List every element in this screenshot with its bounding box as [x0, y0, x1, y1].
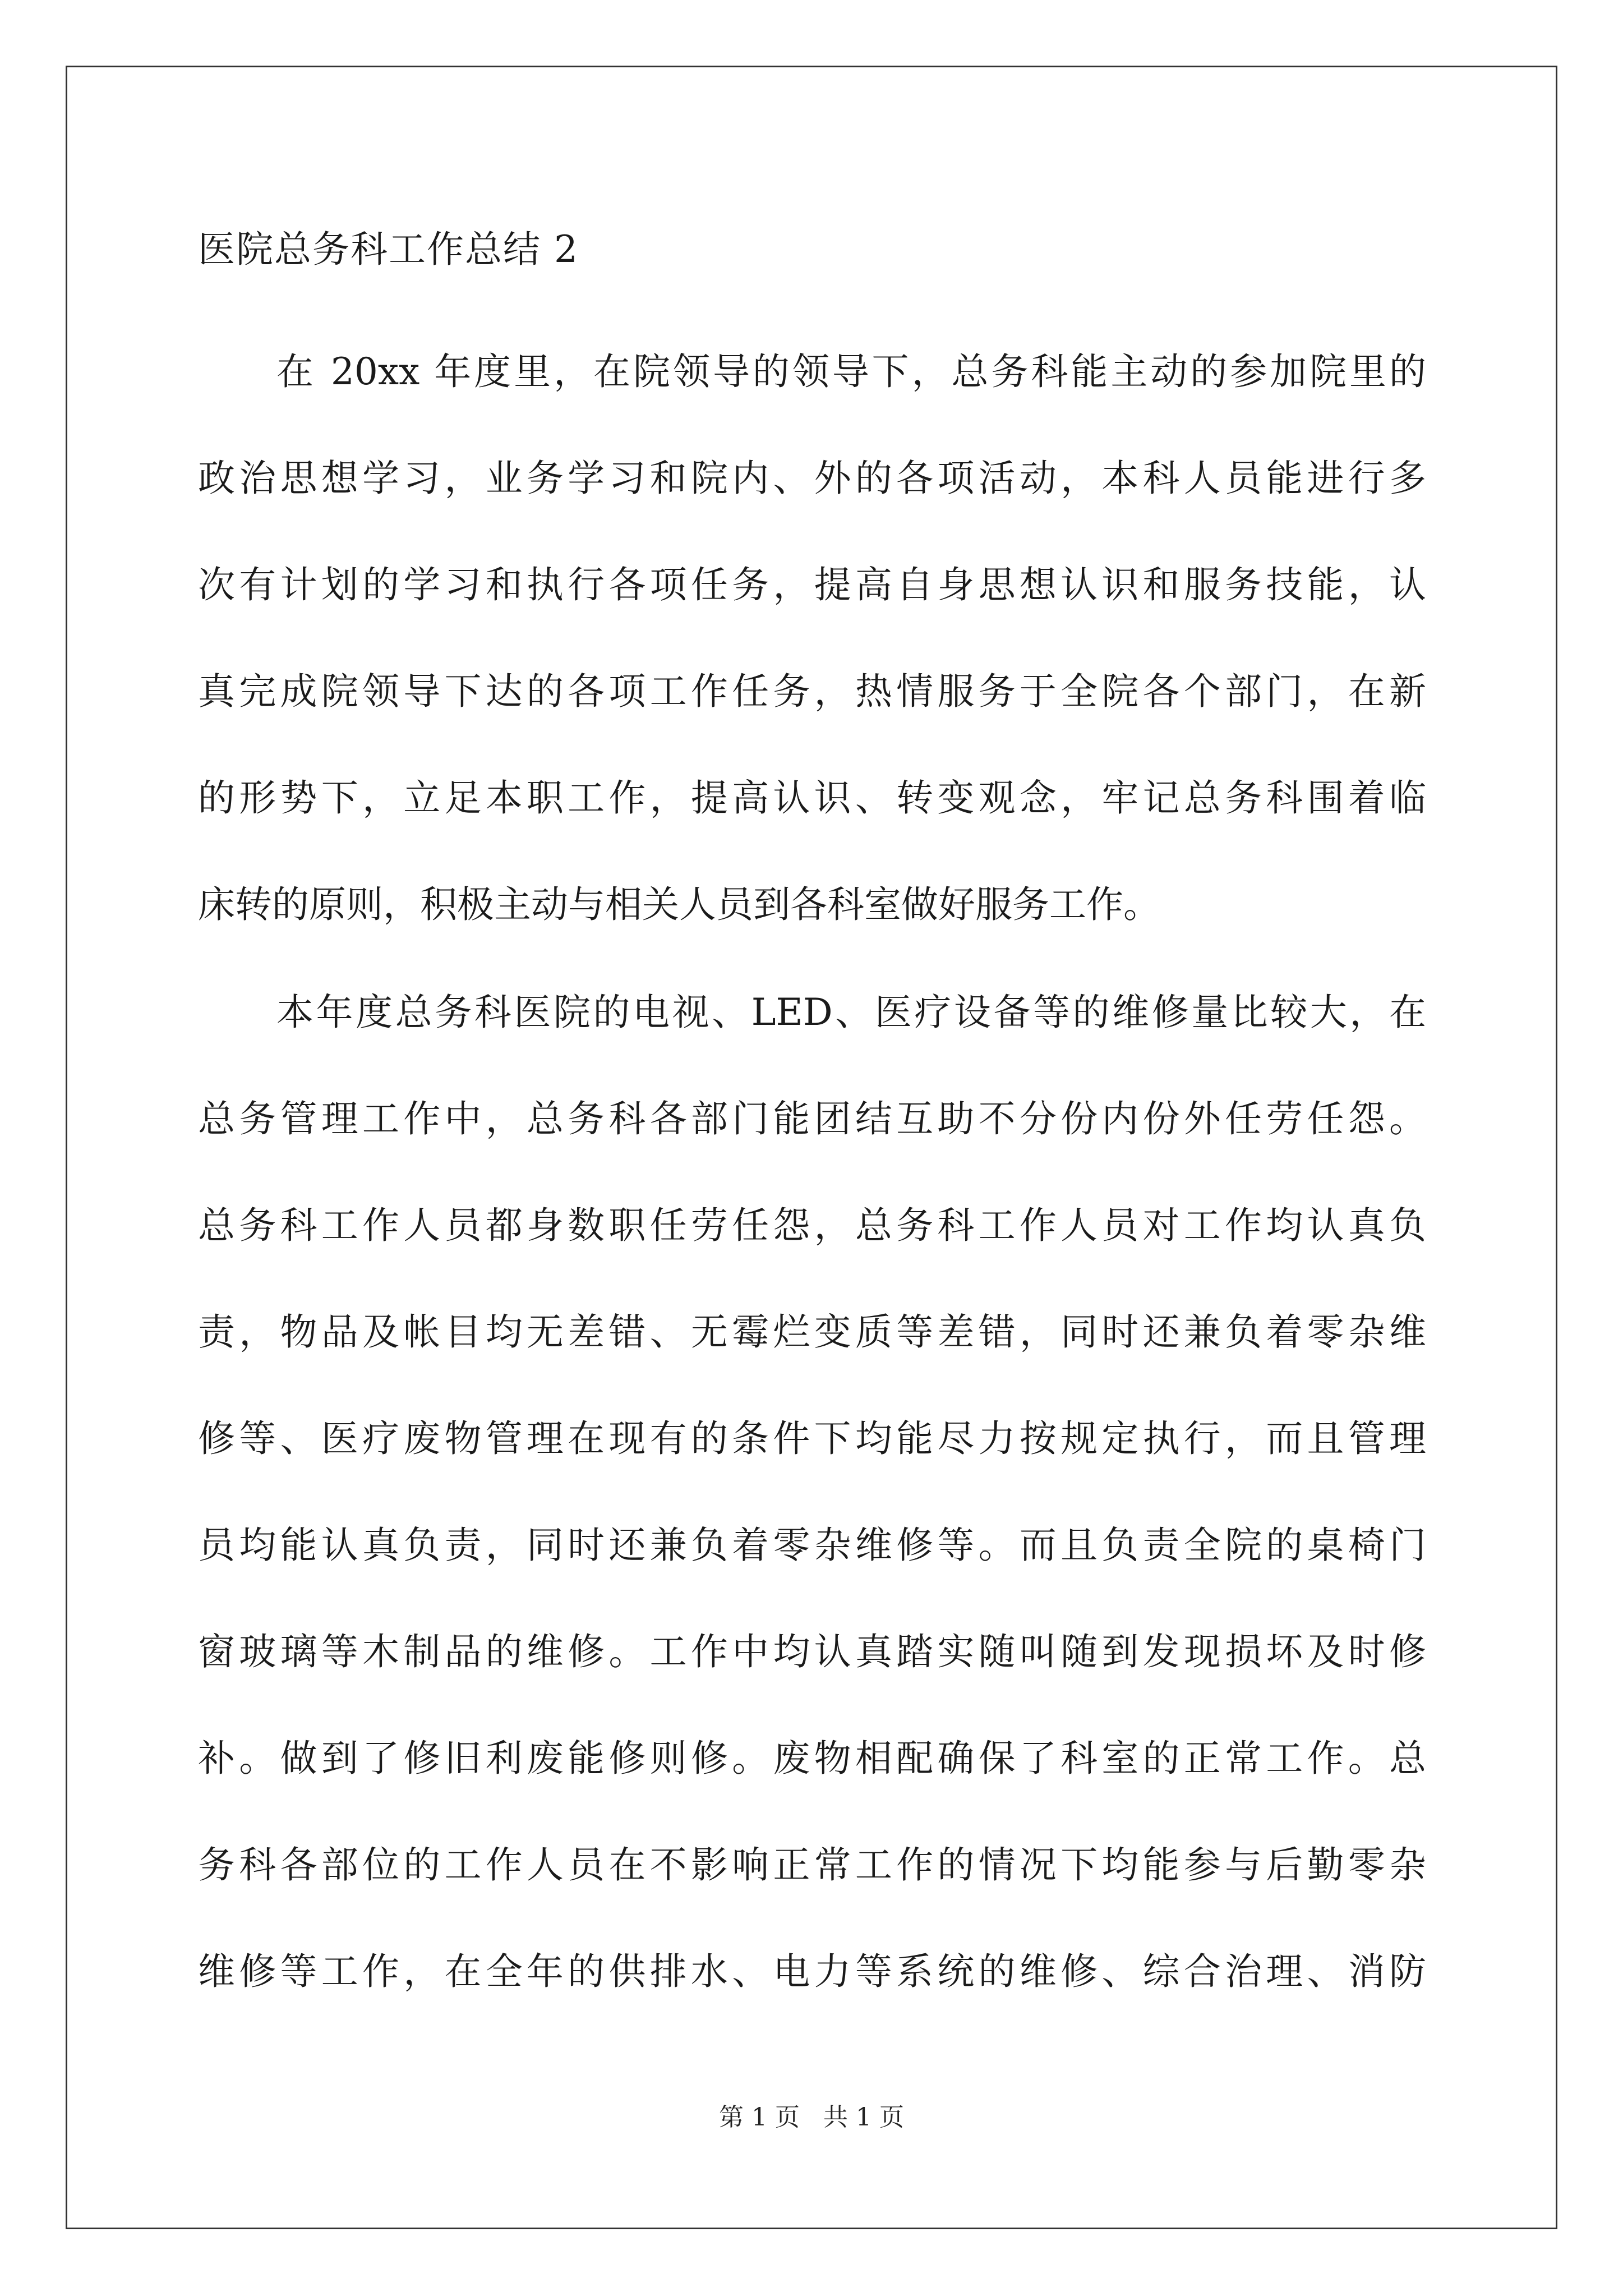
- paragraph-line: 总务管理工作中，总务科各部门能团结互助不分份内份外任劳任怨。: [198, 1097, 1426, 1140]
- paragraph-line: 在 20xx 年度里，在院领导的领导下，总务科能主动的参加院里的: [276, 350, 1426, 393]
- page-footer: 第 1 页 共 1 页: [719, 2103, 904, 2132]
- paragraph-line: 窗玻璃等木制品的维修。工作中均认真踏实随叫随到发现损坏及时修: [198, 1630, 1426, 1673]
- paragraph-2: [198, 959, 1426, 2025]
- paragraph-line: 总务科工作人员都身数职任劳任怨，总务科工作人员对工作均认真负: [198, 1204, 1426, 1247]
- paragraph-line: 责，物品及帐目均无差错、无霉烂变质等差错，同时还兼负着零杂维: [198, 1310, 1426, 1354]
- paragraph-line: 真完成院领导下达的各项工作任务，热情服务于全院各个部门，在新: [198, 670, 1426, 713]
- paragraph-line: 员均能认真负责，同时还兼负着零杂维修等。而且负责全院的桌椅门: [198, 1524, 1426, 1567]
- document-title: 医院总务科工作总结 2: [198, 228, 579, 271]
- paragraph-line: 补。做到了修旧利废能修则修。废物相配确保了科室的正常工作。总: [198, 1737, 1426, 1780]
- paragraph-line: 务科各部位的工作人员在不影响正常工作的情况下均能参与后勤零杂: [198, 1843, 1426, 1887]
- paragraph-line: 床转的原则，积极主动与相关人员到各科室做好服务工作。: [198, 883, 1160, 926]
- paragraph-line: 的形势下，立足本职工作，提高认识、转变观念，牢记总务科围着临: [198, 776, 1426, 820]
- paragraph-line: 修等、医疗废物管理在现有的条件下均能尽力按规定执行，而且管理: [198, 1417, 1426, 1460]
- paragraph-line: 政治思想学习，业务学习和院内、外的各项活动，本科人员能进行多: [198, 457, 1426, 500]
- paragraph-line: 维修等工作，在全年的供排水、电力等系统的维修、综合治理、消防: [198, 1950, 1426, 1993]
- paragraph-line: 次有计划的学习和执行各项任务，提高自身思想认识和服务技能，认: [198, 563, 1426, 606]
- paragraph-line: 本年度总务科医院的电视、LED、医疗设备等的维修量比较大，在: [276, 991, 1426, 1034]
- paragraph-1: [198, 319, 1426, 958]
